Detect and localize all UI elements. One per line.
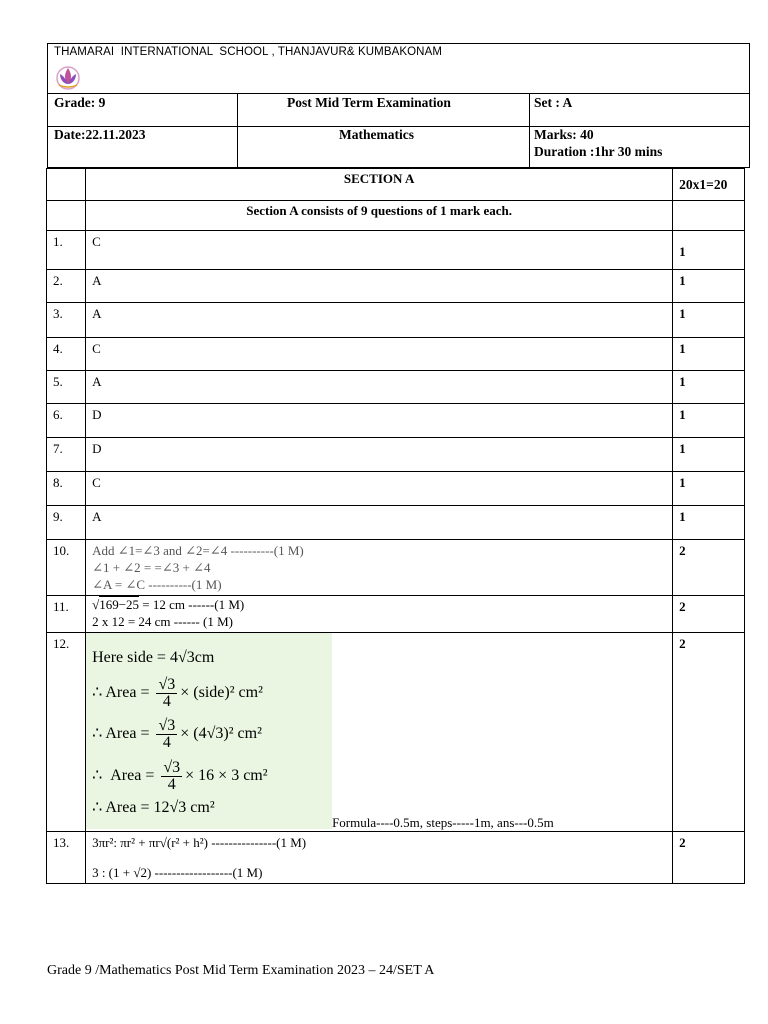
answer-text: C [86, 472, 673, 506]
question-number: 10. [47, 540, 86, 596]
answer-work [86, 633, 673, 832]
area-step-3: ∴ Area = $\frac{√3}{4}$ × 16 × 3 cm² [92, 759, 268, 793]
marking-scheme: Formula----0.5m, steps-----1m, ans---0.5m [332, 815, 554, 830]
answer-text: C [86, 231, 673, 270]
question-number: 12. [47, 633, 86, 832]
question-number: 11. [47, 596, 86, 633]
mark-value: 2 [673, 540, 745, 596]
sqrt-radicand: 169−25 [99, 597, 140, 612]
table-row [47, 472, 745, 506]
question-number: 9. [47, 506, 86, 540]
sqrt-icon: √ [92, 597, 100, 612]
section-description: Section A consists of 9 questions of 1 mark each. [86, 201, 673, 231]
duration-label: Duration :1hr 30 mins [534, 144, 663, 159]
answer-text: A [86, 371, 673, 404]
section-desc-row [47, 201, 745, 231]
area-step-2: ∴ Area = $\frac{√3}{4}$ × (4√3)² cm² [92, 717, 262, 751]
answer-text: A [86, 303, 673, 338]
mark-value: 1 [673, 404, 745, 438]
mark-value: 2 [673, 832, 745, 884]
section-title: SECTION A [86, 169, 673, 201]
answer-line: ∠A = ∠C ----------(1 M) [92, 577, 222, 592]
answer-text: D [86, 438, 673, 472]
question-number: 2. [47, 270, 86, 303]
question-number: 1. [47, 231, 86, 270]
answer-text: C [86, 338, 673, 371]
table-row [47, 438, 745, 472]
info-row-1 [48, 93, 749, 127]
table-row-q13 [47, 832, 745, 884]
school-row [48, 44, 749, 94]
question-number: 3. [47, 303, 86, 338]
answer-line [92, 596, 666, 613]
answer-text: D [86, 404, 673, 438]
marks-label: Marks: 40 [534, 127, 594, 142]
side-statement: Here side = 4√3cm [92, 649, 215, 666]
mark-value: 1 [673, 371, 745, 404]
table-row [47, 270, 745, 303]
answer-line: 3πr²: πr² + πr√(r² + h²) ---------------(1 M) [92, 835, 307, 850]
school-logo-icon [54, 64, 82, 90]
answer-text: A [86, 506, 673, 540]
question-number: 13. [47, 832, 86, 884]
mark-value: 1 [673, 472, 745, 506]
mark-value: 2 [673, 596, 745, 633]
info-row-2 [48, 126, 749, 168]
answer-line: Add ∠1=∠3 and ∠2=∠4 ----------(1 M) [92, 543, 304, 558]
answer-line-rest: = 12 cm ------(1 M) [139, 597, 245, 612]
mark-value: 1 [673, 506, 745, 540]
table-row-q10 [47, 540, 745, 596]
answer-text [86, 596, 673, 633]
section-total: 20x1=20 [673, 169, 745, 201]
table-row-q11 [47, 596, 745, 633]
question-number: 4. [47, 338, 86, 371]
table-row [47, 338, 745, 371]
mark-value: 2 [673, 633, 745, 832]
worked-solution-image [86, 633, 332, 829]
exam-title: Post Mid Term Examination [287, 95, 451, 110]
answer-text [86, 832, 673, 884]
subject-label: Mathematics [339, 127, 414, 142]
answer-text: A [86, 270, 673, 303]
area-step-1: ∴ Area = $\frac{√3}{4}$ × (side)² cm² [92, 676, 263, 710]
table-row [47, 231, 745, 270]
mark-value: 1 [673, 438, 745, 472]
mark-value: 1 [673, 303, 745, 338]
question-number: 6. [47, 404, 86, 438]
mark-value: 1 [673, 270, 745, 303]
table-row [47, 371, 745, 404]
table-row [47, 303, 745, 338]
question-number: 7. [47, 438, 86, 472]
exam-header [47, 43, 750, 168]
section-title-row [47, 169, 745, 201]
mark-value: 1 [673, 338, 745, 371]
set-label: Set : A [534, 95, 573, 110]
school-name: THAMARAI INTERNATIONAL SCHOOL , THANJAVUR& KUMBAKONAM [54, 46, 443, 58]
answer-text [86, 540, 673, 596]
mark-value: 1 [673, 231, 745, 270]
page-footer: Grade 9 /Mathematics Post Mid Term Examination 2023 – 24/SET A [47, 963, 435, 978]
question-number: 5. [47, 371, 86, 404]
question-number: 8. [47, 472, 86, 506]
date-label: Date:22.11.2023 [54, 127, 146, 142]
answer-line: 3 : (1 + √2) ------------------(1 M) [92, 865, 263, 880]
table-row-q12 [47, 633, 745, 832]
area-final: ∴ Area = 12√3 cm² [92, 799, 215, 816]
table-row [47, 506, 745, 540]
answer-line: ∠1 + ∠2 = =∠3 + ∠4 [92, 560, 211, 575]
answer-line: 2 x 12 = 24 cm ------ (1 M) [92, 614, 233, 629]
grade-label: Grade: 9 [54, 95, 106, 110]
answer-table [46, 168, 745, 884]
table-row [47, 404, 745, 438]
